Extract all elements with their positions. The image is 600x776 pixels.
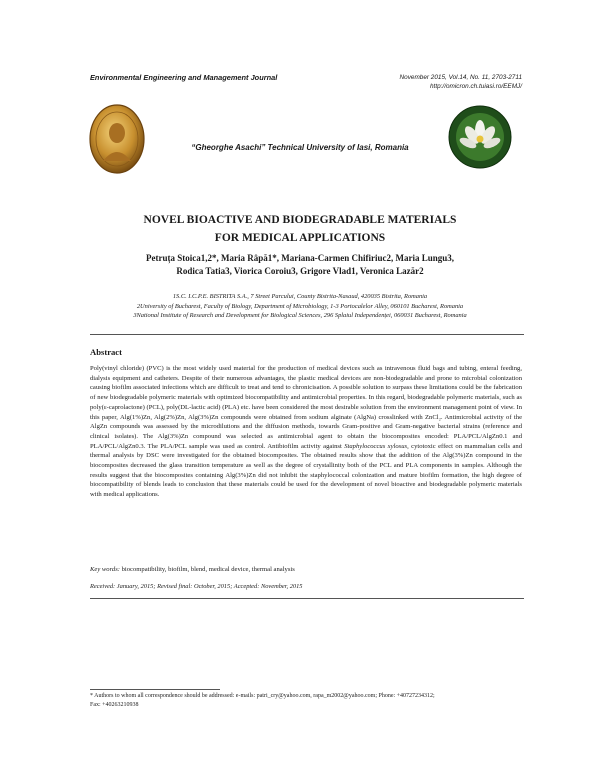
medallion-portrait-icon (88, 103, 146, 179)
divider-bottom (90, 598, 524, 599)
received-dates: Received: January, 2015; Revised final: October, 2015; Accepted: November, 2015 (90, 583, 303, 590)
author-list (0, 252, 600, 278)
journal-url[interactable]: http://omicron.ch.tuiasi.ro/EEMJ/ (430, 83, 522, 90)
authors-line-1: Petruța Stoica1,2*, Maria Râpă1*, Mariana-Carmen Chifiriuc2, Maria Lungu3, (146, 253, 454, 263)
issue-info (400, 73, 522, 91)
abstract-species: Staphylococcus xylosus (344, 442, 408, 450)
affiliation-2: 2University of Bucharest, Faculty of Biology, Department of Microbiology, 1-3 Portocalelor Alley, 060101 Bucharest, Romania (136, 302, 464, 310)
paper-title (0, 211, 600, 247)
journal-title: Environmental Engineering and Management Journal (90, 73, 278, 82)
university-name: “Gheorghe Asachi” Technical University of Iasi, Romania (191, 143, 409, 152)
authors-line-2: Rodica Tatia3, Viorica Coroiu3, Grigore Vlad1, Veronica Lazăr2 (176, 266, 424, 276)
divider-top (90, 334, 524, 335)
footnote-line-2: Fax: +40263210938 (90, 701, 139, 708)
issue-line: November 2015, Vol.14, No. 11, 2703-2711 (399, 74, 522, 81)
correspondence-footnote (90, 692, 522, 709)
abstract-heading: Abstract (90, 347, 122, 357)
affiliation-3: 3National Institute of Research and Development for Biological Sciences, 296 Splaiul Independenței, 060031 Bucharest, Romania (133, 312, 467, 319)
footnote-rule (90, 689, 220, 690)
keywords-list: biocompatibility, biofilm, blend, medical device, thermal analysis (119, 566, 295, 573)
title-line-1: NOVEL BIOACTIVE AND BIODEGRADABLE MATERIALS (143, 214, 457, 226)
keywords (90, 565, 522, 574)
keywords-label: Key words: (90, 566, 120, 573)
affiliation-1: 1S.C. I.C.P.E. BISTRITA S.A., 7 Street Parcului, County Bistrita-Nasaud, 420035 Bistrita, Romania (172, 293, 428, 300)
abstract-part-2: , cytotoxic effect on mammalian cells and thermal analysis by DSC were investigated for the obtained biocomposites. The obtained results show that the addition of the Alg(3%)Zn compound in the biocomposites decreased the glass transition temperature as well as the degree of crystallinity both of the PCL and PLA components in samples. Although the results suggest that the biocomposites containing Alg(3%)Zn did not inhibit the staphylococcal colonization and mature biofilm formation, the high degree of biocompatibility of blends leads to conclusion that these materials could be used for the development of novel bioactive and biodegradable polymeric materials with medical applications. (90, 442, 522, 499)
abstract-part-1: Poly(vinyl chloride) (PVC) is the most widely used material for the production of medical devices such as intravenous fluid bags and tubing, enteral feeding, dialysis equipment and catheters. Despite of their numerous advantages, the plastic medical devices are non-biodegradable and prone to microbial colonization causing biofilm associated infections which are difficult to treat and tend to chronicisation. A possible solution to surpass these limitations could be the fabrication of new biodegradable polymeric materials with optimized biocompatibility and antimicrobial properties. In this regard, biodegradable polymeric materials, such as poly(ε-caprolactone) (PCL), poly(DL-lactic acid) (PLA) etc. have been considered the most desirable solution from the environment management point of view. In this paper, Alg(1%)Zn, Alg(2%)Zn, Alg(3%)Zn compounds were obtained from sodium alginate (AlgNa) crosslinked with ZnCl₂. Antimicrobial activity of the AlgZn compounds was assessed by the microdilutions and the diffusion methods, towards Gram-positive and Gram-negative bacterial strains (reference and clinical isolates). The Alg(3%)Zn compound was selected as antimicrobial agent to obtain the biocomposites encoded: PLA/PCL/AlgZn0.1 and PLA/PCL/AlgZn0.3. The PLA/PCL sample was used as control. Antibiofilm activity against (90, 365, 522, 450)
abstract-body (90, 364, 522, 500)
footnote-line-1: * Authors to whom all correspondence should be addressed: e-mails: patri_cry@yahoo.com, rapa_m2002@yahoo.com; Phone: +40727234312; (90, 693, 435, 699)
water-lily-logo-icon (448, 105, 512, 169)
title-line-2: FOR MEDICAL APPLICATIONS (214, 232, 386, 244)
affiliations (0, 292, 600, 321)
